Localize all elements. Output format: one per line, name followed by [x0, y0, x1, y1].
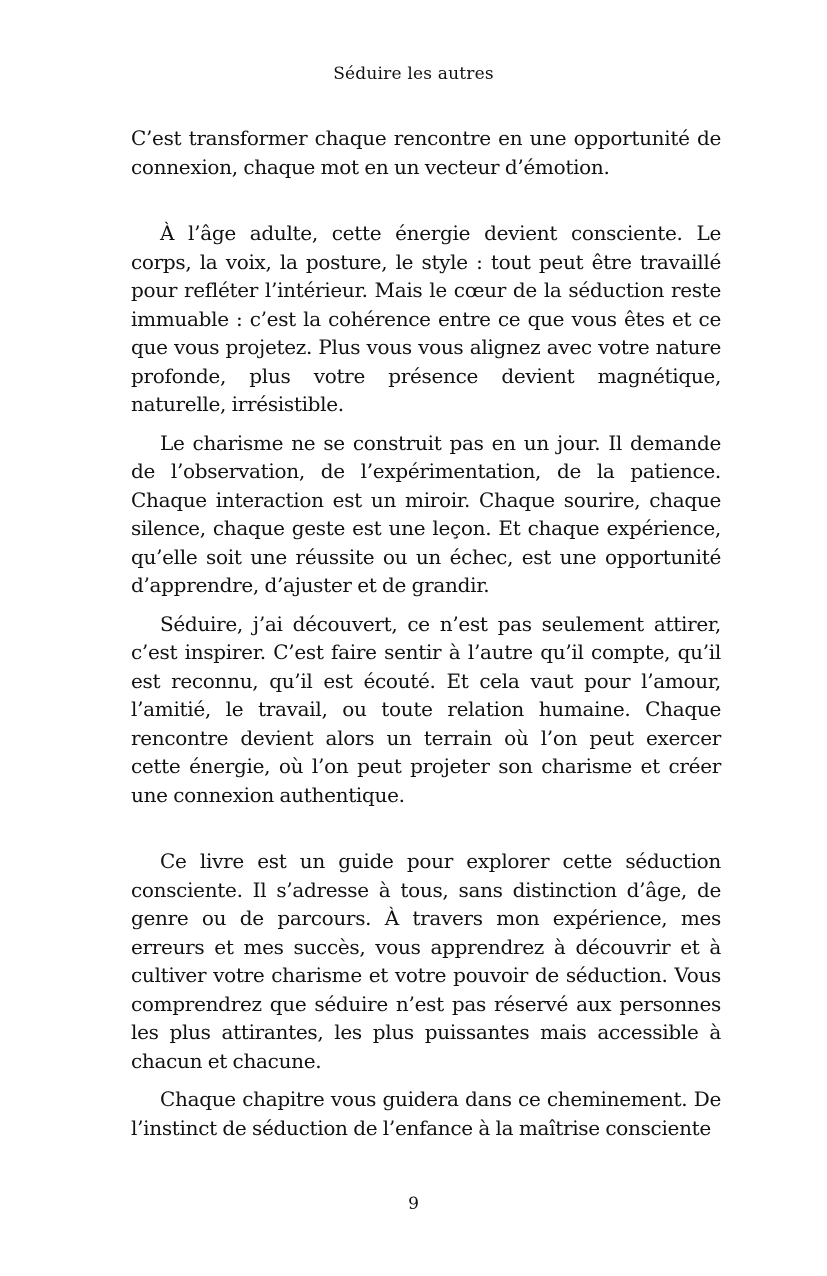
paragraph-continuation: C’est transformer chaque rencontre en une opportunité de connexion, chaque mot en un vecteur d’émotion. — [131, 126, 721, 179]
running-header: Séduire les autres — [333, 64, 494, 84]
page-number: 9 — [408, 1194, 419, 1214]
paragraph-seduire-inspirer: Séduire, j’ai découvert, ce n’est pas seulement attirer, c’est inspirer. C’est faire sentir à l’autre qu’il compte, qu’il est reconnu, qu’il est écouté. Et cela vaut pour l’amour, l’amitié, le travail, ou toute relation humaine. Chaque rencontre devient alors un terrain où l’on peut exercer cette énergie, où l’on peut projeter son charisme et créer une connexion authentique. — [131, 611, 721, 807]
paragraph-chapters: Chaque chapitre vous guidera dans ce cheminement. De l’instinct de séduction de l’enfance à la maîtrise consciente — [131, 1087, 721, 1140]
paragraph-charisma: Le charisme ne se construit pas en un jour. Il demande de l’observation, de l’expérimentation, de la patience. Chaque interaction est un miroir. Chaque sourire, chaque silence, chaque geste est une leçon. Et chaque expérience, qu’elle soit une réussite ou un échec, est une opportunité d’apprendre, d’ajuster et de grandir. — [131, 430, 721, 597]
body-text — [131, 124, 721, 1142]
paragraph-adult-energy: À l’âge adulte, cette énergie devient consciente. Le corps, la voix, la posture, le style : tout peut être travaillé pour refléter l’intérieur. Mais le cœur de la séduction reste immuable : c’est la cohérence entre ce que vous êtes et ce que vous projetez. Plus vous vous alignez avec votre nature profonde, plus votre présence devient magnétique, naturelle, irrésistible. — [131, 221, 721, 416]
paragraph-book-guide: Ce livre est un guide pour explorer cette séduction consciente. Il s’adresse à tous, sans distinction d’âge, de genre ou de parcours. À travers mon expérience, mes erreurs et mes succès, vous apprendrez à découvrir et à cultiver votre charisme et votre pouvoir de séduction. Vous comprendrez que séduire n’est pas réservé aux personnes les plus attirantes, les plus puissantes mais accessible à chacun et chacune. — [131, 849, 721, 1073]
